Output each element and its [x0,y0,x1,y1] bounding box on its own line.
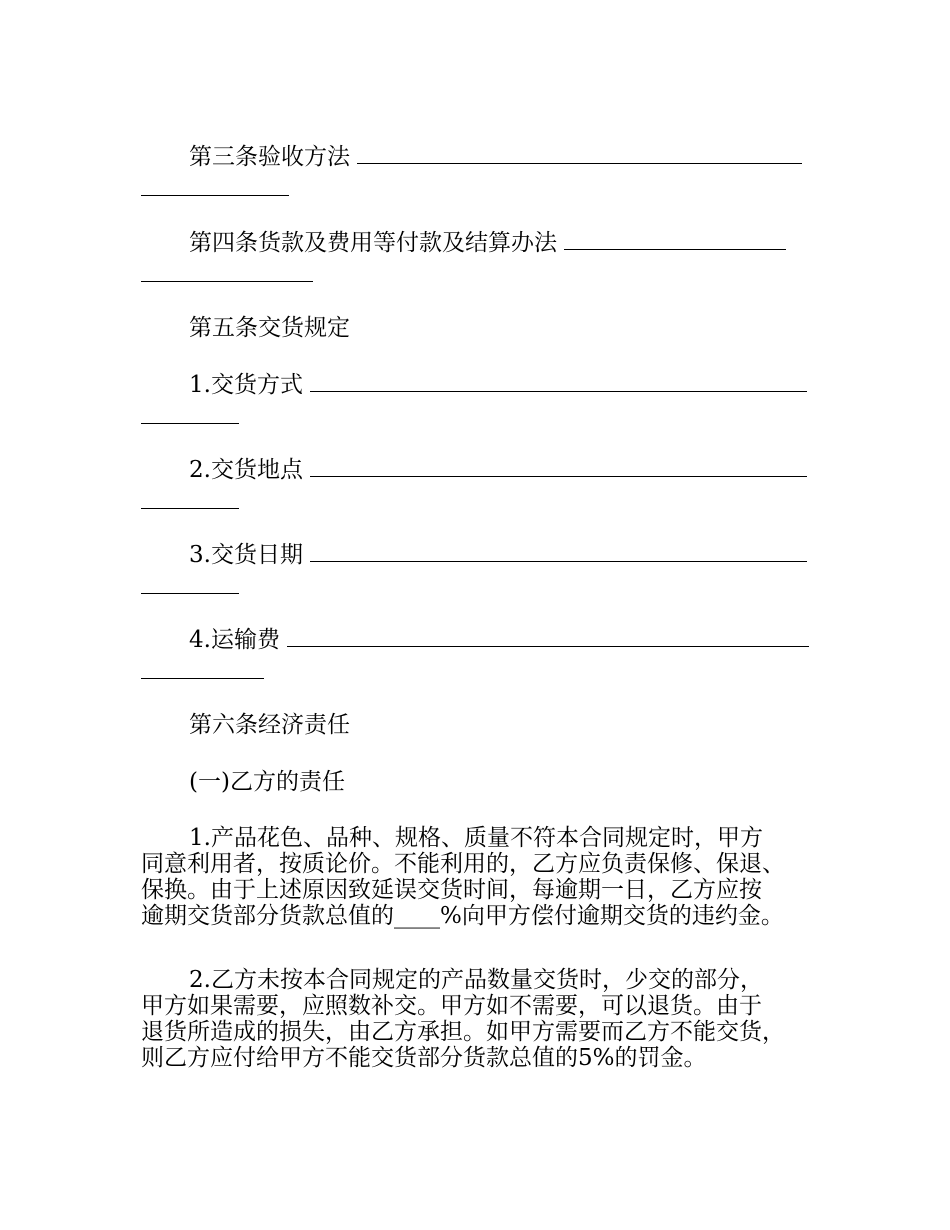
paragraph-2-line-2: 甲方如果需要，应照数补交。甲方如不需要，可以退货。由于 [141,993,762,1019]
article5-item-4-label: 4.运输费 [189,627,280,653]
paragraph-1-line-4 [141,903,831,929]
article5-item-1-line [141,370,811,400]
article5-title: 第五条交货规定 [189,315,350,341]
article6-paragraph-1 [141,825,831,929]
paragraph-1-line-4-blank: ____ [394,903,440,929]
paragraph-1-line-2: 同意利用者，按质论价。不能利用的，乙方应负责保修、保退、 [141,851,785,877]
article5-item-4-blank [287,626,809,647]
article5-item-2-blank [310,456,807,477]
article5-item-4-blank-continuation [141,677,264,679]
paragraph-1-line-1: 1.产品花色、品种、规格、质量不符本合同规定时，甲方 [189,825,763,851]
article5-item-2-label: 2.交货地点 [189,457,303,483]
paragraph-1-line-4-text-before: 逾期交货部分货款总值的 [141,903,394,929]
article4-line [141,228,811,258]
article4-blank [564,229,786,250]
paragraph-2-line-3: 退货所造成的损失，由乙方承担。如甲方需要而乙方不能交货， [141,1019,785,1045]
article3-blank-continuation [141,194,289,196]
article5-item-3-blank [310,541,807,562]
article5-item-1-label: 1.交货方式 [189,372,303,398]
article5-item-4-line [141,625,811,655]
article5-item-2-line [141,455,811,485]
paragraph-1-line-3: 保换。由于上述原因致延误交货时间，每逾期一日，乙方应按 [141,877,762,903]
article5-item-3-label: 3.交货日期 [189,542,303,568]
paragraph-2-line-1: 2.乙方未按本合同规定的产品数量交货时，少交的部分， [189,967,763,993]
article5-item-1-blank-continuation [141,422,239,424]
article5-item-2-blank-continuation [141,507,239,509]
article5-item-1-blank [310,371,807,392]
article6-title: 第六条经济责任 [189,712,350,738]
article3-title: 第三条验收方法 [189,144,350,170]
article5-heading-line [141,313,811,343]
paragraph-2-line-4: 则乙方应付给甲方不能交货部分货款总值的5%的罚金。 [141,1045,707,1071]
article6-paragraph-2 [141,967,831,1071]
article3-blank [357,143,802,164]
article6-section1-title: (一)乙方的责任 [189,769,345,795]
article4-title: 第四条货款及费用等付款及结算办法 [189,230,557,256]
paragraph-1-line-4-text-after: %向甲方偿付逾期交货的违约金。 [440,903,784,929]
article6-section1-line [141,767,811,797]
article3-line [141,142,811,172]
article5-item-3-blank-continuation [141,592,239,594]
article5-item-3-line [141,540,811,570]
article6-heading-line [141,710,811,740]
article4-blank-continuation [141,280,313,282]
